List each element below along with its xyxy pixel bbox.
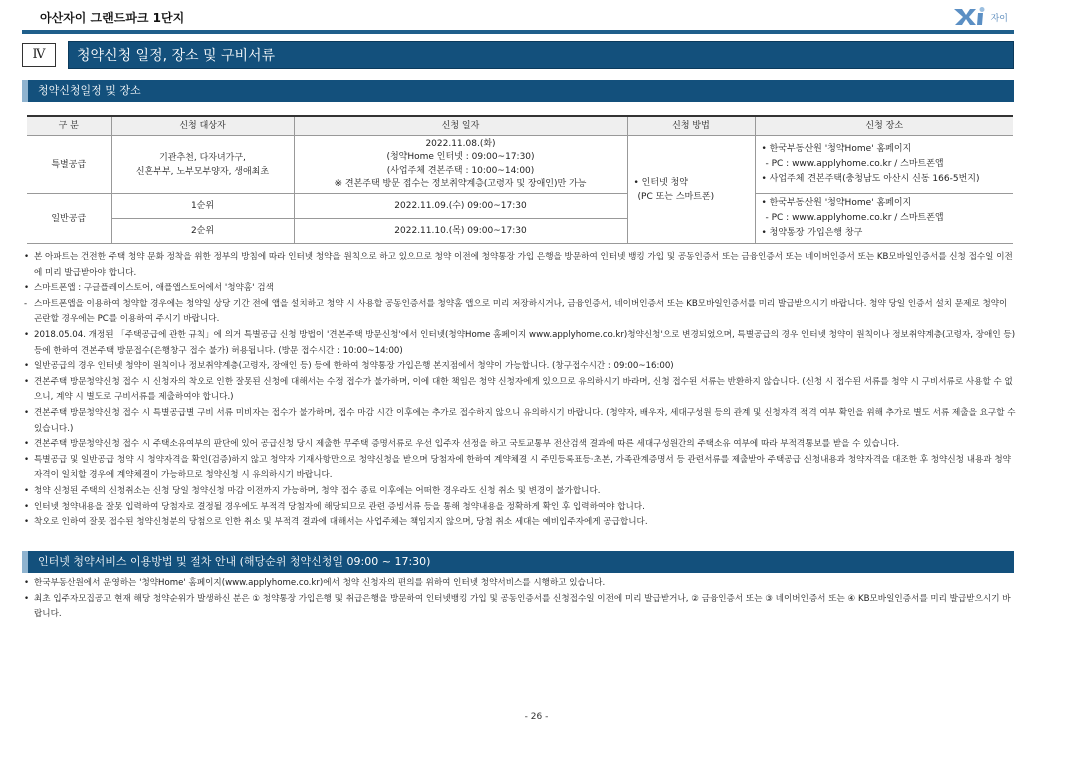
- special-date-line: ※ 견본주택 방문 접수는 정보취약계층(고령자 및 장애인)만 가능: [334, 179, 587, 189]
- note-text: 스마트폰앱 : 구글플레이스토어, 애플앱스토어에서 '청약홈' 검색: [34, 283, 274, 294]
- general-rank2-label: 2순위: [111, 219, 294, 244]
- schedule-table: [27, 115, 1013, 244]
- note-text: 스마트폰앱을 이용하여 청약할 경우에는 청약일 상당 기간 전에 앱을 설치하고 청약 시 사용할 공동인증서를 청약홈 앱으로 미리 저장하시거나, 금융인증서, 네이버인증서 또는 KB모바일인증서를 미리 발급받으시기 바랍니다. 청약 당일 인증서 설치 문제로 청약이 곤란할 경우에는 PC를 이용하여 주시기 바랍니다.: [34, 298, 1008, 325]
- table-header-category: 구 분: [27, 116, 111, 136]
- bullet-marker: •: [24, 593, 30, 604]
- bullet-marker: •: [24, 283, 30, 294]
- note-text: 2018.05.04. 개정된 「주택공급에 관한 규칙」에 의거 특별공급 신청 방법이 '견본주택 방문신청'에서 인터넷(청약Home 홈페이지 www.applyhome.co.kr)청약신청'으로 변경되었으며, 특별공급의 경우 인터넷 청약이 원칙이나 정보취약계층(고령자, 장애인 등) 등에 한하여 견본주택 방문접수(은행창구 접수 불가) 허용됩니다. (방문 접수시간 : 10:00~14:00): [34, 329, 1016, 356]
- section-heading: [22, 41, 1014, 69]
- note-item: [22, 281, 1018, 297]
- note-text: 최초 입주자모집공고 현재 해당 청약순위가 발생하신 분은 ① 청약통장 가입은행 및 취급은행을 방문하여 인터넷뱅킹 가입 및 공동인증서를 신청접수일 이전에 미리 발급받거나, ② 금융인증서 또는 ③ 네이버인증서 또는 ④ KB모바일인증서를 미리 발급받으시기 바랍니다.: [34, 593, 1011, 620]
- note-text: 한국부동산원에서 운영하는 '청약Home' 홈페이지(www.applyhome.co.kr)에서 청약 신청자의 편의를 위하여 인터넷 청약서비스를 시행하고 있습니다.: [34, 578, 606, 588]
- dash-marker: -: [24, 298, 28, 309]
- note-text: 견본주택 방문청약신청 접수 시 주택소유여부의 판단에 있어 공급신청 당시 제출한 무주택 증명서류로 우선 입주자 선정을 하고 국토교통부 전산검색 결과에 따른 세대구성원간의 주택소유 여부에 따라 부적격통보를 받을 수 있습니다.: [34, 439, 900, 450]
- note-text: 견본주택 방문청약신청 접수 시 특별공급별 구비 서류 미비자는 접수가 불가하며, 접수 마감 시간 이후에는 추가로 접수하지 않으니 유의하시기 바랍니다. (청약자, 배우자, 세대구성원 등의 관계 및 신청자격 적격 여부 확인을 위해 추가로 별도 서류 제출을 요구할 수 있습니다.): [34, 407, 1016, 434]
- bullet-marker: •: [24, 407, 30, 418]
- logo-text: 자이: [990, 14, 1008, 24]
- note-item: [22, 484, 1018, 500]
- table-header-method: 신청 방법: [627, 116, 755, 136]
- header-rule: [22, 30, 1014, 34]
- bullet-marker: •: [24, 329, 30, 340]
- xi-logo-icon: [953, 6, 989, 26]
- bullet-marker: •: [24, 361, 30, 372]
- note-text: 청약 신청된 주택의 신청취소는 신청 당일 청약신청 마감 이전까지 가능하며, 청약 접수 종료 이후에는 어떠한 경우라도 신청 취소 및 변경이 불가합니다.: [34, 485, 601, 496]
- general-place: [755, 194, 1013, 244]
- note-item: [22, 297, 1018, 328]
- bullet-marker: •: [24, 252, 30, 262]
- method-line: (PC 또는 스마트폰): [637, 191, 715, 202]
- general-rank2-date: 2022.11.10.(목) 09:00~17:30: [294, 219, 627, 244]
- table-row-special: [27, 136, 1013, 194]
- note-item: [22, 576, 1018, 592]
- special-category: 특별공급: [27, 136, 111, 194]
- special-place-line: • 사업주체 견본주택(충청남도 아산시 신동 166-5번지): [761, 174, 980, 184]
- section-title: 청약신청 일정, 장소 및 구비서류: [68, 41, 1014, 69]
- special-date: [294, 136, 627, 194]
- table-header-place: 신청 장소: [755, 116, 1013, 136]
- table-header-target: 신청 대상자: [111, 116, 294, 136]
- notes-list-internet: [22, 576, 1018, 623]
- bullet-marker: •: [24, 485, 30, 496]
- special-place: [755, 136, 1013, 194]
- note-text: 특별공급 및 일반공급 청약 시 청약자격을 확인(검증)하지 않고 청약자 기재사항만으로 청약신청을 받으며 당첨자에 한하여 계약체결 시 주민등록표등·초본, 가족관계증명서 등 관련서류를 제출받아 주택공급 신청내용과 청약자격을 대조한 후 청약신청 내용과 청약자격이 일치할 경우에 계약체결이 가능하므로 청약신청 시 유의하시기 바랍니다.: [34, 454, 1011, 481]
- bullet-marker: •: [24, 376, 30, 387]
- general-category: 일반공급: [27, 194, 111, 244]
- note-item: [22, 453, 1018, 484]
- note-text: 인터넷 청약내용을 잘못 입력하여 당첨자로 결정될 경우에도 부적격 당첨자에 해당되므로 관련 증빙서류 등을 통해 청약내용을 정확하게 확인 후 입력하여야 합니다.: [34, 501, 645, 512]
- notes-list: [22, 250, 1018, 531]
- note-item: [22, 515, 1018, 531]
- page-number: - 26 -: [524, 712, 549, 722]
- document-title: 아산자이 그랜드파크 1단지: [40, 11, 185, 25]
- special-date-line: (사업주체 견본주택 : 10:00~14:00): [386, 165, 535, 176]
- special-target: [111, 136, 294, 194]
- section-number: Ⅳ: [22, 43, 56, 67]
- note-item: [22, 359, 1018, 375]
- apply-method: [627, 136, 755, 244]
- bullet-marker: •: [24, 501, 30, 512]
- method-line: • 인터넷 청약: [633, 177, 689, 188]
- note-text: 일반공급의 경우 인터넷 청약이 원칙이나 정보취약계층(고령자, 장애인 등) 등에 한하여 청약통장 가입은행 본지점에서 청약이 가능합니다. (창구접수시간 : 09:00~16:00): [34, 361, 674, 372]
- table-row-general-rank1: [27, 194, 1013, 219]
- note-text: 본 아파트는 건전한 주택 청약 문화 정착을 위한 정부의 방침에 따라 인터넷 청약을 원칙으로 하고 있으므로 청약 이전에 청약통장 가입 은행을 방문하여 인터넷 뱅킹 가입 및 공동인증서 또는 금융인증서 또는 네이버인증서 또는 KB모바일인증서를 신청 접수일 이전에 미리 발급받아야 합니다.: [34, 252, 1013, 278]
- bullet-marker: •: [24, 454, 30, 465]
- table-header-date: 신청 일자: [294, 116, 627, 136]
- note-text: 견본주택 방문청약신청 접수 시 신청자의 착오로 인한 잘못된 신청에 대해서는 수정 접수가 불가하며, 이에 대한 책임은 청약 신청자에게 있으므로 유의하시기 바라며, 신청 접수된 서류는 반환하지 않습니다. (신청 시 접수된 서류를 청약 시 구비서류로 사용할 수 없으니, 계약 시 별도로 구비서류를 제출하여야 합니다.): [34, 376, 1013, 403]
- special-place-line: - PC : www.applyhome.co.kr / 스마트폰앱: [765, 159, 944, 169]
- general-place-line: • 청약통장 가입은행 창구: [761, 228, 863, 238]
- note-item: [22, 375, 1018, 406]
- special-date-line: 2022.11.08.(화): [425, 138, 496, 149]
- subsection-title-schedule: 청약신청일정 및 장소: [22, 80, 1014, 102]
- note-item: [22, 437, 1018, 453]
- note-text: 착오로 인하여 잘못 접수된 청약신청분의 당첨으로 인한 취소 및 부적격 결과에 대해서는 사업주체는 책임지지 않으며, 당첨 취소 세대는 예비입주자에게 공급합니다.: [34, 517, 648, 528]
- general-place-line: • 한국부동산원 '청약Home' 홈페이지: [761, 198, 912, 208]
- note-item: [22, 406, 1018, 437]
- special-date-line: (청약Home 인터넷 : 09:00~17:30): [386, 152, 535, 162]
- note-item: [22, 250, 1018, 281]
- special-place-line: • 한국부동산원 '청약Home' 홈페이지: [761, 144, 912, 154]
- subsection-title-internet: 인터넷 청약서비스 이용방법 및 절차 안내 (해당순위 청약신청일 09:00 ~ 17:30): [22, 551, 1014, 573]
- bullet-marker: •: [24, 517, 30, 528]
- special-target-line: 신혼부부, 노부모부양자, 생애최초: [135, 166, 270, 177]
- document-header: [40, 6, 1008, 28]
- note-item: [22, 328, 1018, 359]
- note-item: [22, 500, 1018, 516]
- general-rank1-label: 1순위: [111, 194, 294, 219]
- general-place-line: - PC : www.applyhome.co.kr / 스마트폰앱: [765, 213, 944, 223]
- xi-logo: [953, 6, 1008, 26]
- bullet-marker: •: [24, 439, 30, 450]
- special-target-line: 기관추천, 다자녀가구,: [159, 152, 246, 163]
- table-header-row: [27, 116, 1013, 136]
- general-rank1-date: 2022.11.09.(수) 09:00~17:30: [294, 194, 627, 219]
- bullet-marker: •: [24, 578, 30, 588]
- note-item: [22, 592, 1018, 623]
